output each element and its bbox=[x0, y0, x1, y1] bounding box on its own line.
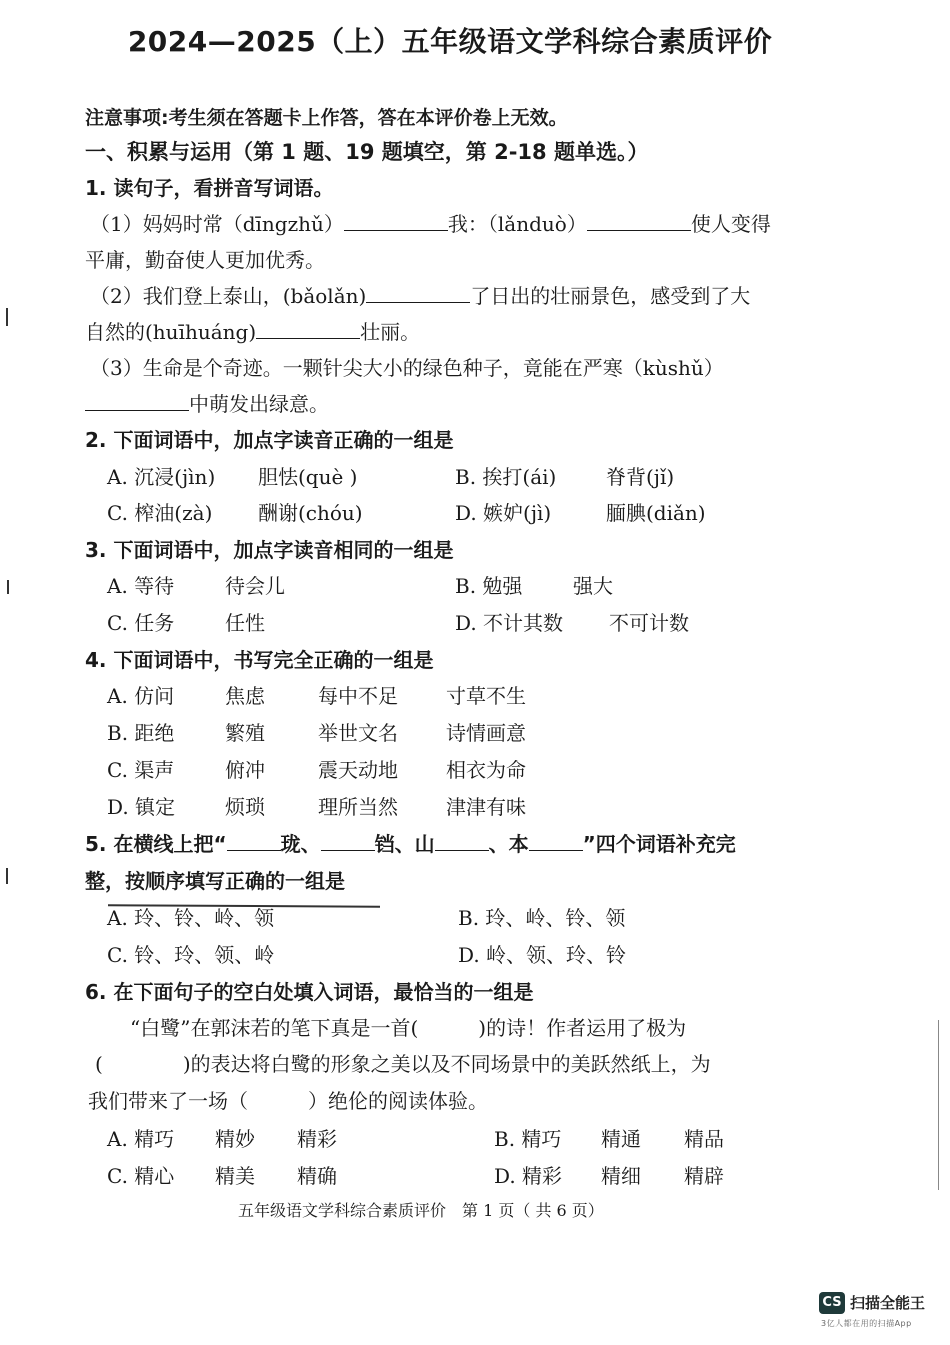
scan-artifact bbox=[7, 580, 9, 594]
scan-artifact bbox=[6, 868, 8, 884]
q2-option-c-word2: 酬谢(chóu) bbox=[258, 501, 363, 525]
q5-stem-part-c: 铛、山 bbox=[374, 832, 435, 856]
q6-p1-part-a: “白鹭”在郭沫若的笔下真是一首( bbox=[130, 1016, 419, 1040]
q6-passage-line-3 bbox=[88, 1085, 488, 1114]
notice: 注意事项:考生须在答题卡上作答，答在本评价卷上无效。 bbox=[85, 107, 568, 129]
q3-option-c-word1: C. 任务 bbox=[107, 611, 175, 635]
q2-option-d-word1: D. 嫉妒(jì) bbox=[455, 501, 552, 525]
q4-option-a-word3: 每中不足 bbox=[318, 684, 398, 708]
q2-option-a-word1: A. 沉浸(jìn) bbox=[107, 465, 216, 489]
q1-s1-part-b: 我：（lǎnduò） bbox=[447, 212, 587, 236]
q4-option-c-word4: 相衣为命 bbox=[446, 758, 526, 782]
q2-option-b-word1: B. 挨打(ái) bbox=[455, 465, 557, 489]
page-footer: 五年级语文学科综合素质评价 第 1 页（ 共 6 页） bbox=[238, 1201, 604, 1220]
q1-blank-5 bbox=[85, 390, 189, 411]
question-5-stem bbox=[85, 828, 736, 857]
q4-option-a-word4: 寸草不生 bbox=[446, 684, 526, 708]
q4-option-a-word2: 焦虑 bbox=[225, 684, 265, 708]
watermark-app-name: 扫描全能王 bbox=[850, 1294, 926, 1312]
q6-option-c-word3: 精确 bbox=[297, 1164, 337, 1188]
q4-option-c-word2: 俯冲 bbox=[225, 758, 265, 782]
q1-s2-part-a: （2）我们登上泰山，(bǎolǎn) bbox=[90, 284, 367, 308]
q6-option-b-word3: 精品 bbox=[684, 1127, 724, 1151]
q6-p2-part-b: )的表达将白鹭的形象之美以及不同场景中的美跃然纸上，为 bbox=[182, 1052, 711, 1076]
q3-option-c-word2: 任性 bbox=[225, 611, 265, 635]
q4-option-b-word2: 繁殖 bbox=[225, 721, 265, 745]
q5-stem-part-e: ”四个词语补充完 bbox=[582, 832, 736, 856]
q3-option-d-word2: 不可计数 bbox=[609, 611, 689, 635]
q4-option-a-word1: A. 仿问 bbox=[107, 684, 175, 708]
q5-blank-2 bbox=[321, 830, 375, 851]
q5-option-a: A. 玲、铃、岭、领 bbox=[107, 906, 275, 930]
q2-option-c-word1: C. 榨油(zà) bbox=[107, 501, 213, 525]
q4-option-d-word2: 烦琐 bbox=[225, 795, 265, 819]
question-1-stem: 1. 读句子，看拼音写词语。 bbox=[85, 176, 334, 200]
q3-option-b-word2: 强大 bbox=[573, 574, 613, 598]
q1-sentence-3: （3）生命是个奇迹。一颗针尖大小的绿色种子，竟能在严寒（kùshǔ） bbox=[90, 356, 724, 380]
q5-stem-part-d: 、本 bbox=[488, 832, 529, 856]
q5-blank-1 bbox=[227, 830, 281, 851]
q5-option-b: B. 玲、岭、铃、领 bbox=[458, 906, 626, 930]
q6-option-a-word1: A. 精巧 bbox=[107, 1127, 175, 1151]
q6-p3-part-b: ）绝伦的阅读体验。 bbox=[308, 1089, 488, 1113]
q1-s2-part-c: 自然的(huīhuáng) bbox=[85, 320, 257, 344]
q6-option-d-word1: D. 精彩 bbox=[494, 1164, 563, 1188]
q4-option-d-word4: 津津有味 bbox=[446, 795, 526, 819]
q2-option-d-word2: 腼腆(diǎn) bbox=[606, 501, 706, 525]
q6-option-c-word1: C. 精心 bbox=[107, 1164, 175, 1188]
q1-s2-part-d: 壮丽。 bbox=[360, 320, 421, 344]
q5-blank-4 bbox=[529, 830, 583, 851]
q3-option-a-word2: 待会儿 bbox=[225, 574, 285, 598]
q6-passage-line-1 bbox=[130, 1012, 686, 1041]
q6-p3-part-a: 我们带来了一场（ bbox=[88, 1089, 248, 1113]
q6-p2-part-a: ( bbox=[95, 1052, 103, 1076]
q3-option-a-word1: A. 等待 bbox=[107, 574, 175, 598]
q1-s3-part-b: 中萌发出绿意。 bbox=[189, 392, 329, 416]
q4-option-c-word1: C. 渠声 bbox=[107, 758, 175, 782]
q4-option-b-word4: 诗情画意 bbox=[446, 721, 526, 745]
q1-blank-3 bbox=[366, 282, 470, 303]
q6-option-b-word1: B. 精巧 bbox=[494, 1127, 562, 1151]
q5-stem-part-b: 珑、 bbox=[280, 832, 321, 856]
q4-option-b-word3: 举世文名 bbox=[318, 721, 398, 745]
question-2-stem: 2. 下面词语中，加点字读音正确的一组是 bbox=[85, 428, 454, 452]
q3-option-b-word1: B. 勉强 bbox=[455, 574, 523, 598]
q1-sentence-2-cont bbox=[85, 316, 420, 345]
section-heading: 一、积累与运用（第 1 题、19 题填空，第 2-18 题单选。） bbox=[85, 140, 649, 164]
scan-artifact bbox=[6, 308, 8, 326]
q6-option-a-word3: 精彩 bbox=[297, 1127, 337, 1151]
q1-s2-part-b: 了日出的壮丽景色，感受到了大 bbox=[470, 284, 751, 308]
q5-stem-part-a: 5. 在横线上把“ bbox=[85, 832, 227, 856]
q6-option-d-word2: 精细 bbox=[601, 1164, 641, 1188]
question-5-stem-cont: 整，按顺序填写正确的一组是 bbox=[85, 869, 345, 893]
question-6-stem: 6. 在下面句子的空白处填入词语，最恰当的一组是 bbox=[85, 980, 534, 1004]
q1-s1-part-a: （1）妈妈时常（dīngzhǔ） bbox=[90, 212, 344, 236]
q1-s1-part-c: 使人变得 bbox=[690, 212, 771, 236]
q5-option-d: D. 岭、领、玲、铃 bbox=[458, 943, 627, 967]
q1-sentence-2 bbox=[90, 280, 750, 309]
q1-blank-2 bbox=[587, 210, 691, 231]
q4-option-c-word3: 震天动地 bbox=[318, 758, 398, 782]
q6-passage-line-2 bbox=[95, 1048, 711, 1077]
q5-blank-3 bbox=[435, 830, 489, 851]
q6-option-b-word2: 精通 bbox=[601, 1127, 641, 1151]
q2-option-b-word2: 脊背(jǐ) bbox=[606, 465, 675, 489]
q4-option-d-word3: 理所当然 bbox=[318, 795, 398, 819]
question-3-stem: 3. 下面词语中，加点字读音相同的一组是 bbox=[85, 538, 454, 562]
q6-option-c-word2: 精美 bbox=[215, 1164, 255, 1188]
q6-p1-part-b: )的诗！作者运用了极为 bbox=[478, 1016, 687, 1040]
question-4-stem: 4. 下面词语中，书写完全正确的一组是 bbox=[85, 648, 434, 672]
q4-option-b-word1: B. 距绝 bbox=[107, 721, 175, 745]
q1-blank-1 bbox=[344, 210, 448, 231]
q5-option-c: C. 铃、玲、领、岭 bbox=[107, 943, 275, 967]
q6-option-a-word2: 精妙 bbox=[215, 1127, 255, 1151]
q1-sentence-1-cont: 平庸，勤奋使人更加优秀。 bbox=[85, 248, 325, 272]
scanner-watermark bbox=[817, 1288, 937, 1334]
camscanner-logo-icon: CS bbox=[819, 1292, 845, 1314]
q2-option-a-word2: 胆怯(què ) bbox=[258, 465, 358, 489]
q1-sentence-1 bbox=[90, 208, 771, 237]
q3-option-d-word1: D. 不计其数 bbox=[455, 611, 564, 635]
scan-artifact bbox=[938, 1020, 939, 1190]
q1-sentence-3-cont bbox=[85, 388, 329, 417]
watermark-tagline: 3亿人都在用的扫描App bbox=[821, 1319, 912, 1328]
q1-blank-4 bbox=[256, 318, 360, 339]
q6-option-d-word3: 精辟 bbox=[684, 1164, 724, 1188]
page-title: 2024—2025（上）五年级语文学科综合素质评价 bbox=[127, 25, 773, 58]
q4-option-d-word1: D. 镇定 bbox=[107, 795, 176, 819]
